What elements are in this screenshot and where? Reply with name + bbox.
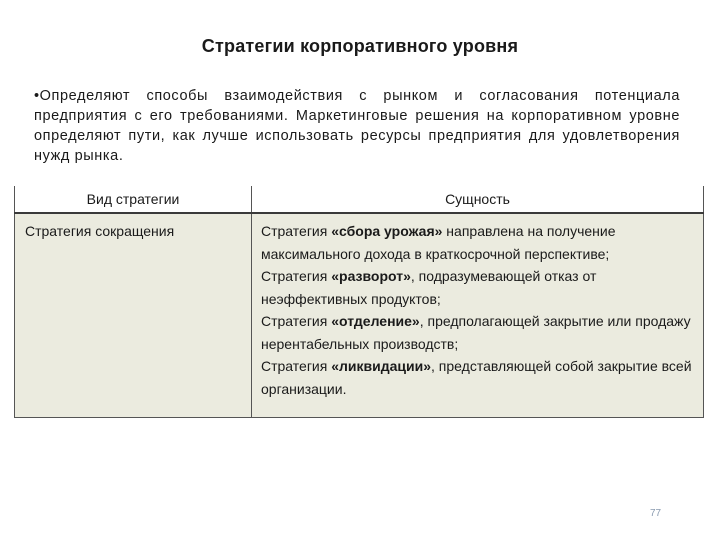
- essence-item-divestment: [261, 310, 695, 355]
- table-header-row: [15, 186, 704, 213]
- cell-essence: [252, 213, 704, 418]
- page-number: 77: [650, 508, 662, 519]
- essence-item-term: «разворот»: [331, 268, 411, 284]
- essence-item-term: «ликвидации»: [331, 358, 432, 374]
- essence-item-text: , подразумевающей отказ от неэффективных продуктов;: [261, 268, 597, 307]
- essence-item-term: «сбора урожая»: [331, 223, 443, 239]
- essence-item-harvest: [261, 220, 695, 265]
- essence-item-liquidation: [261, 355, 695, 400]
- essence-item-text: направлена на получение максимального дохода в краткосрочной перспективе;: [261, 223, 616, 262]
- essence-item-term: «отделение»: [331, 313, 420, 329]
- essence-item-text: , предполагающей закрытие или продажу нерентабельных производств;: [261, 313, 691, 352]
- strategy-table: [14, 186, 704, 418]
- table-row: [15, 213, 704, 418]
- essence-item-prefix: Стратегия: [261, 358, 332, 374]
- header-essence: Сущность: [252, 186, 704, 213]
- essence-item-prefix: Стратегия: [261, 223, 332, 239]
- essence-item-text: , представляющей собой закрытие всей организации.: [261, 358, 692, 397]
- intro-paragraph: •Определяют способы взаимодействия с рынком и согласования потенциала предприятия с его требованиями. Маркетинговые решения на корпоративном уровне определяют пути, как лучше использовать ресурсы предприятия для удовлетворения нужд рынка.: [34, 88, 680, 164]
- header-strategy-type: Вид стратегии: [15, 186, 252, 213]
- essence-item-prefix: Стратегия: [261, 313, 332, 329]
- slide-title: Стратегии корпоративного уровня: [201, 36, 519, 56]
- essence-item-turnaround: [261, 265, 695, 310]
- cell-strategy-type: Стратегия сокращения: [15, 213, 252, 418]
- essence-item-prefix: Стратегия: [261, 268, 332, 284]
